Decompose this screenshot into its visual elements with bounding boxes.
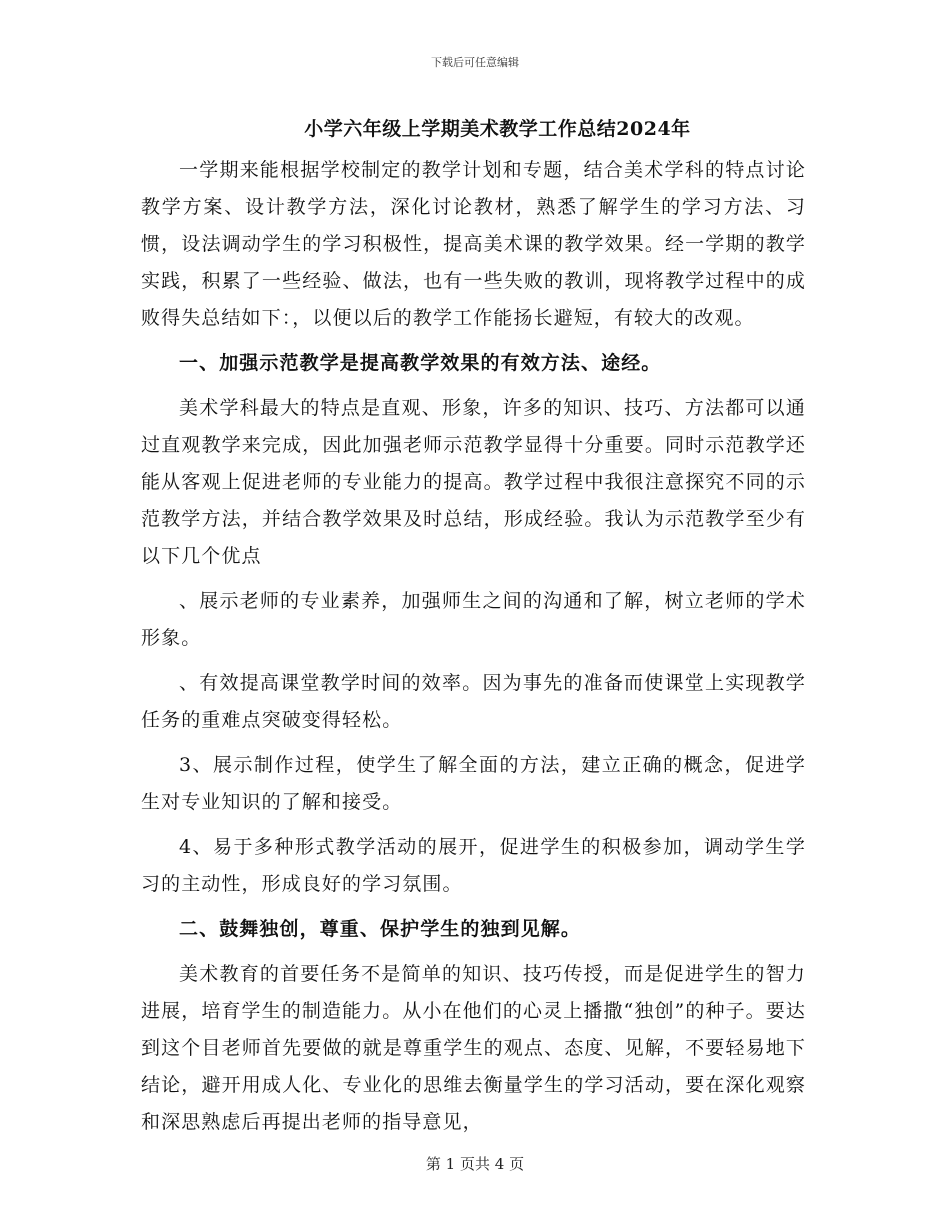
paragraph-section2-body: 美术教育的首要任务不是简单的知识、技巧传授，而是促进学生的智力进展，培育学生的制造能力。从小在他们的心灵上播撒“独创”的种子。要达到这个目老师首先要做的就是尊重学生的观点、态度、见解，不要轻易地下结论，避开用成人化、专业化的思维去衡量学生的学习活动，要在深化观察和深思熟虑后再提出老师的指导意见， <box>141 963 806 1133</box>
list-item-2: 、有效提高课堂教学时间的效率。因为事先的准备而使课堂上实现教学任务的重难点突破变得轻松。 <box>141 672 806 731</box>
page-number: 第 1 页共 4 页 <box>425 1155 525 1173</box>
list-item-3: 3、展示制作过程，使学生了解全面的方法，建立正确的概念，促进学生对专业知识的了解和接受。 <box>141 754 806 813</box>
list-item-1: 、展示老师的专业素养，加强师生之间的沟通和了解，树立老师的学术形象。 <box>141 590 806 649</box>
list-item-4: 4、易于多种形式教学活动的展开，促进学生的积极参加，调动学生学习的主动性，形成良好的学习氛围。 <box>141 836 806 895</box>
section-heading-1: 一、加强示范教学是提高教学效果的有效方法、途经。 <box>179 352 662 374</box>
document-title: 小学六年级上学期美术教学工作总结2024年 <box>304 118 691 140</box>
paragraph-section1-body: 美术学科最大的特点是直观、形象，许多的知识、技巧、方法都可以通过直观教学来完成，因此加强老师示范教学显得十分重要。同时示范教学还能从客观上促进老师的专业能力的提高。教学过程中我很注意探究不同的示范教学方法，并结合教学效果及时总结，形成经验。我认为示范教学至少有以下几个优点 <box>141 397 806 567</box>
header-note: 下载后可任意编辑 <box>431 56 519 69</box>
paragraph-intro: 一学期来能根据学校制定的教学计划和专题，结合美术学科的特点讨论教学方案、设计教学方法，深化讨论教材，熟悉了解学生的学习方法、习惯，设法调动学生的学习积极性，提高美术课的教学效果。经一学期的教学实践，积累了一些经验、做法，也有一些失败的教训，现将教学过程中的成败得失总结如下：，以便以后的教学工作能扬长避短，有较大的改观。 <box>141 159 806 329</box>
document-body <box>141 152 806 1149</box>
section-heading-2: 二、鼓舞独创，尊重、保护学生的独到见解。 <box>179 918 582 940</box>
